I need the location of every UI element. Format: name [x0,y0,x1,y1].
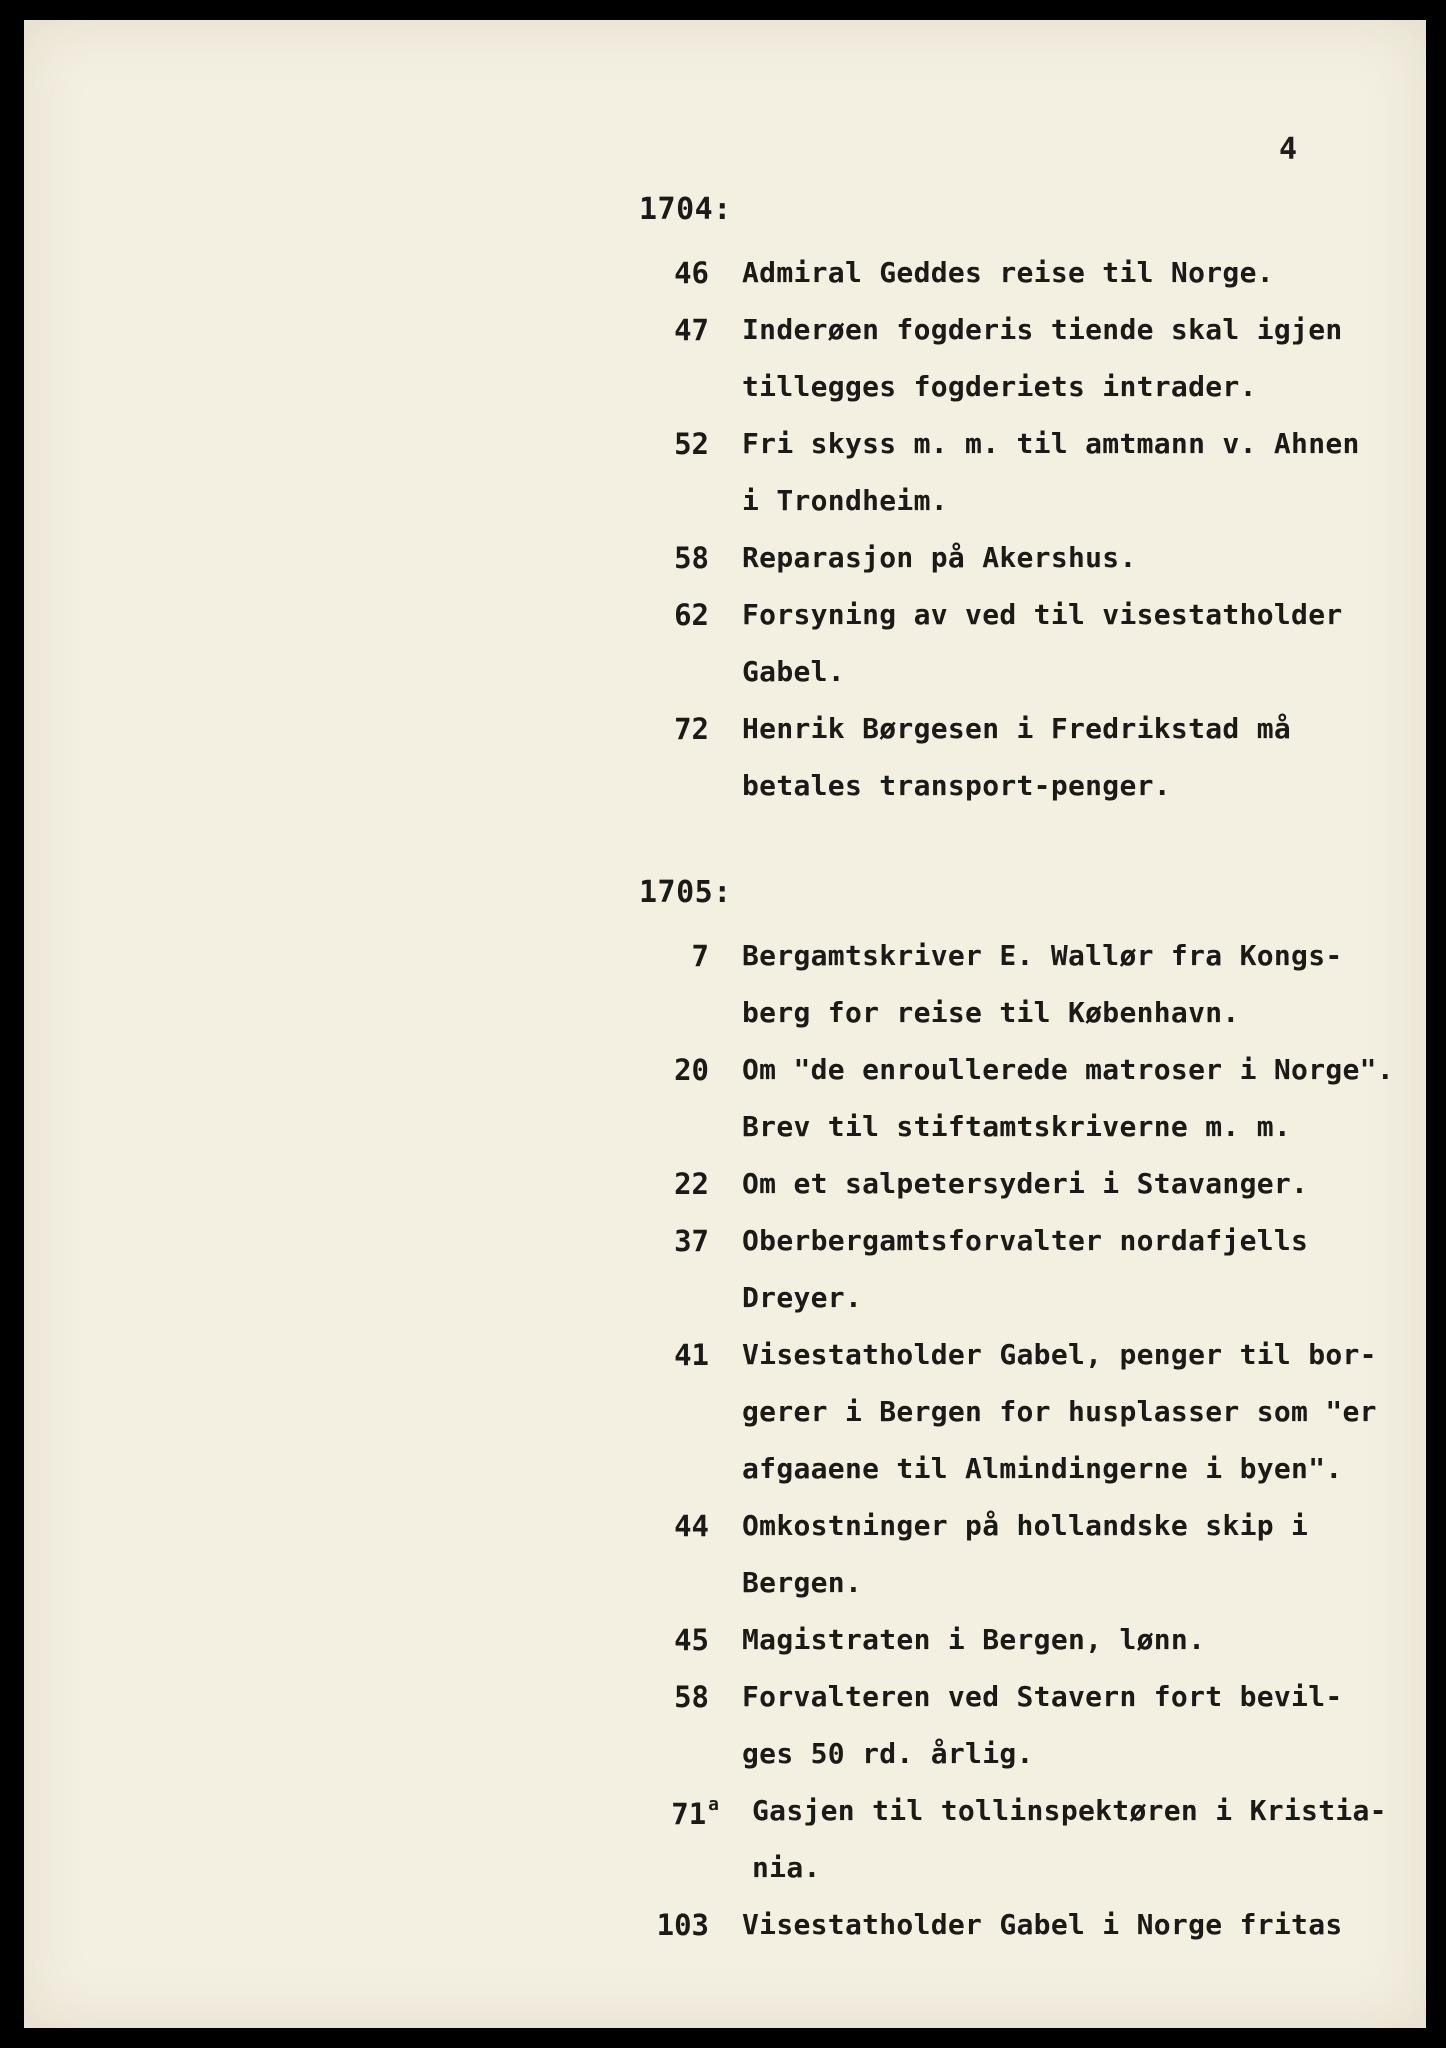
entry-text-line: tillegges fogderiets intrader. [742,370,1257,403]
entry-number [589,1053,709,1087]
entry-number [589,1623,709,1657]
entry-number-text: 52 [674,427,709,461]
entry-text-line: Om et salpetersyderi i Stavanger. [742,1167,1309,1200]
entry-number-text: 44 [674,1509,709,1543]
entry-number [599,1794,719,1831]
entry-number-text: 103 [656,1908,709,1942]
entry-text-line: nia. [752,1851,821,1884]
entry-text-line: gerer i Bergen for husplasser som "er [742,1395,1377,1428]
entry-text-line: Bergen. [742,1566,863,1599]
entry-text-line: Henrik Børgesen i Fredrikstad må [742,712,1292,745]
entry-number-text: 58 [674,541,709,575]
entry-text-line: Om "de enroullerede matroser i Norge". [742,1053,1394,1086]
entry-text-line: berg for reise til København. [742,996,1240,1029]
entry-number-text: 46 [674,256,709,290]
entry-number [589,313,709,347]
year-heading: 1704: [639,192,732,227]
entry-text-line: ges 50 rd. årlig. [742,1737,1034,1770]
document-page [24,20,1426,2028]
entry-text-line: Admiral Geddes reise til Norge. [742,256,1274,289]
entry-number [589,1338,709,1372]
entry-text-line: Reparasjon på Akershus. [742,541,1137,574]
entry-number [589,1509,709,1543]
entry-number-text: 41 [674,1338,709,1372]
entry-text-line: Visestatholder Gabel, penger til bor- [742,1338,1377,1371]
entry-number-text: 22 [674,1167,709,1201]
entry-text-line: Forsyning av ved til visestatholder [742,598,1343,631]
entry-text-line: Brev til stiftamtskriverne m. m. [742,1110,1292,1143]
entry-text-line: Bergamtskriver E. Wallør fra Kongs- [742,939,1343,972]
entry-number [589,427,709,461]
entry-number [589,598,709,632]
entry-number [589,1908,709,1942]
entry-text-line: Fri skyss m. m. til amtmann v. Ahnen [742,427,1360,460]
entry-number [589,541,709,575]
entry-number-text: 62 [674,598,709,632]
entry-text-line: i Trondheim. [742,484,948,517]
entry-text-line: Gabel. [742,655,845,688]
entry-number [589,1167,709,1201]
entry-text-line: Forvalteren ved Stavern fort bevil- [742,1680,1343,1713]
entry-number [589,256,709,290]
entry-text-line: betales transport-penger. [742,769,1171,802]
entry-number-text: 20 [674,1053,709,1087]
entry-text-line: Gasjen til tollinspektøren i Kristia- [752,1794,1387,1827]
entry-text-line: Oberbergamtsforvalter nordafjells [742,1224,1309,1257]
entry-number-text: 72 [674,712,709,746]
entry-number [589,1680,709,1714]
year-heading: 1705: [639,875,732,910]
entry-number-text: 45 [674,1623,709,1657]
entry-number [589,939,709,973]
entry-number-text: 58 [674,1680,709,1714]
entry-number-suffix: a [708,1794,719,1815]
page-number: 4 [1279,132,1298,167]
entry-text-line: Dreyer. [742,1281,863,1314]
entry-number [589,1224,709,1258]
entry-number [589,712,709,746]
entry-text-line: Magistraten i Bergen, lønn. [742,1623,1206,1656]
entry-number-text: 7 [691,939,709,973]
entry-number-text: 47 [674,313,709,347]
entry-text-line: Omkostninger på hollandske skip i [742,1509,1309,1542]
entry-number-text: 71 [671,1797,707,1831]
entry-text-line: afgaaene til Almindingerne i byen". [742,1452,1343,1485]
entry-number-text: 37 [674,1224,709,1258]
entry-text-line: Inderøen fogderis tiende skal igjen [742,313,1343,346]
entry-text-line: Visestatholder Gabel i Norge fritas [742,1908,1343,1941]
